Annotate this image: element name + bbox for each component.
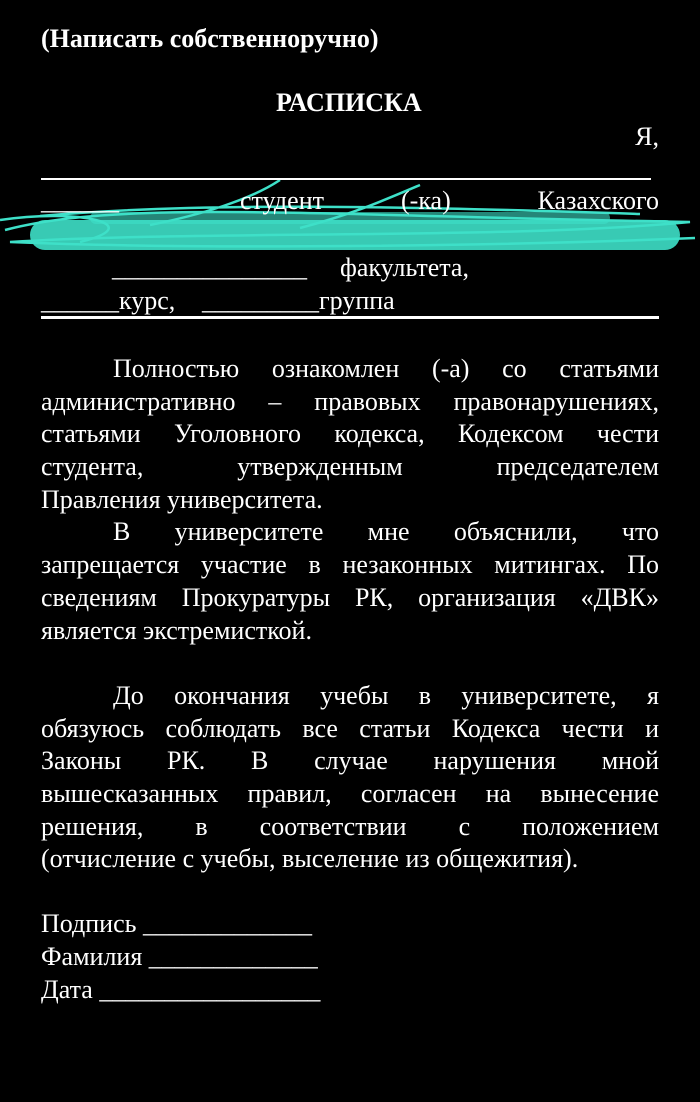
- p3-line: (отчисление с учебы, выселение из общежития).: [41, 844, 579, 874]
- p2-line: является экстремисткой.: [41, 615, 312, 645]
- p3-line: обязуюсь соблюдать все статьи Кодекса чести и: [41, 713, 659, 743]
- divider: [41, 316, 659, 319]
- p1-line: Правления университета.: [41, 484, 323, 514]
- p3-line: вышесказанных правил, согласен на вынесение: [41, 778, 659, 808]
- p3-line: Законы РК. В случае нарушения мной: [41, 746, 659, 776]
- p1-line: студента, утвержденным председателем: [41, 452, 659, 482]
- surname-field: Фамилия _____________: [41, 942, 318, 971]
- faculty-word: факультета,: [340, 253, 469, 282]
- body-text: [41, 353, 659, 876]
- signature-field: Подпись _____________: [41, 909, 312, 938]
- ka-word: (-ка): [401, 186, 451, 215]
- p1-line: административно – правовых правонарушениях,: [41, 386, 659, 416]
- p2-line: запрещается участие в незаконных митингах. По: [41, 550, 659, 580]
- p1-line: Полностью ознакомлен (-а) со статьями: [113, 354, 659, 383]
- p1-line: статьями Уголовного кодекса, Кодексом чести: [41, 419, 659, 449]
- faculty-blank: _______________: [112, 253, 307, 282]
- document-title: РАСПИСКА: [276, 88, 422, 117]
- date-field: Дата _________________: [41, 975, 321, 1004]
- blank-start: ______: [41, 186, 119, 215]
- p3-line: До окончания учебы в университете, я: [113, 680, 659, 710]
- p2-line: В университете мне объяснили, что: [113, 517, 659, 547]
- course-field: ______курс,: [41, 286, 176, 315]
- instruction-text: (Написать собственноручно): [41, 24, 379, 53]
- kazakh-word: Казахского: [537, 186, 659, 215]
- p3-line: решения, в соответствии с положением: [41, 811, 659, 841]
- group-field: _________группа: [202, 286, 395, 315]
- student-word: студент: [240, 186, 324, 215]
- p2-line: сведениям Прокуратуры РК, организация «ДВК»: [41, 582, 659, 612]
- ya-text: Я,: [635, 122, 659, 151]
